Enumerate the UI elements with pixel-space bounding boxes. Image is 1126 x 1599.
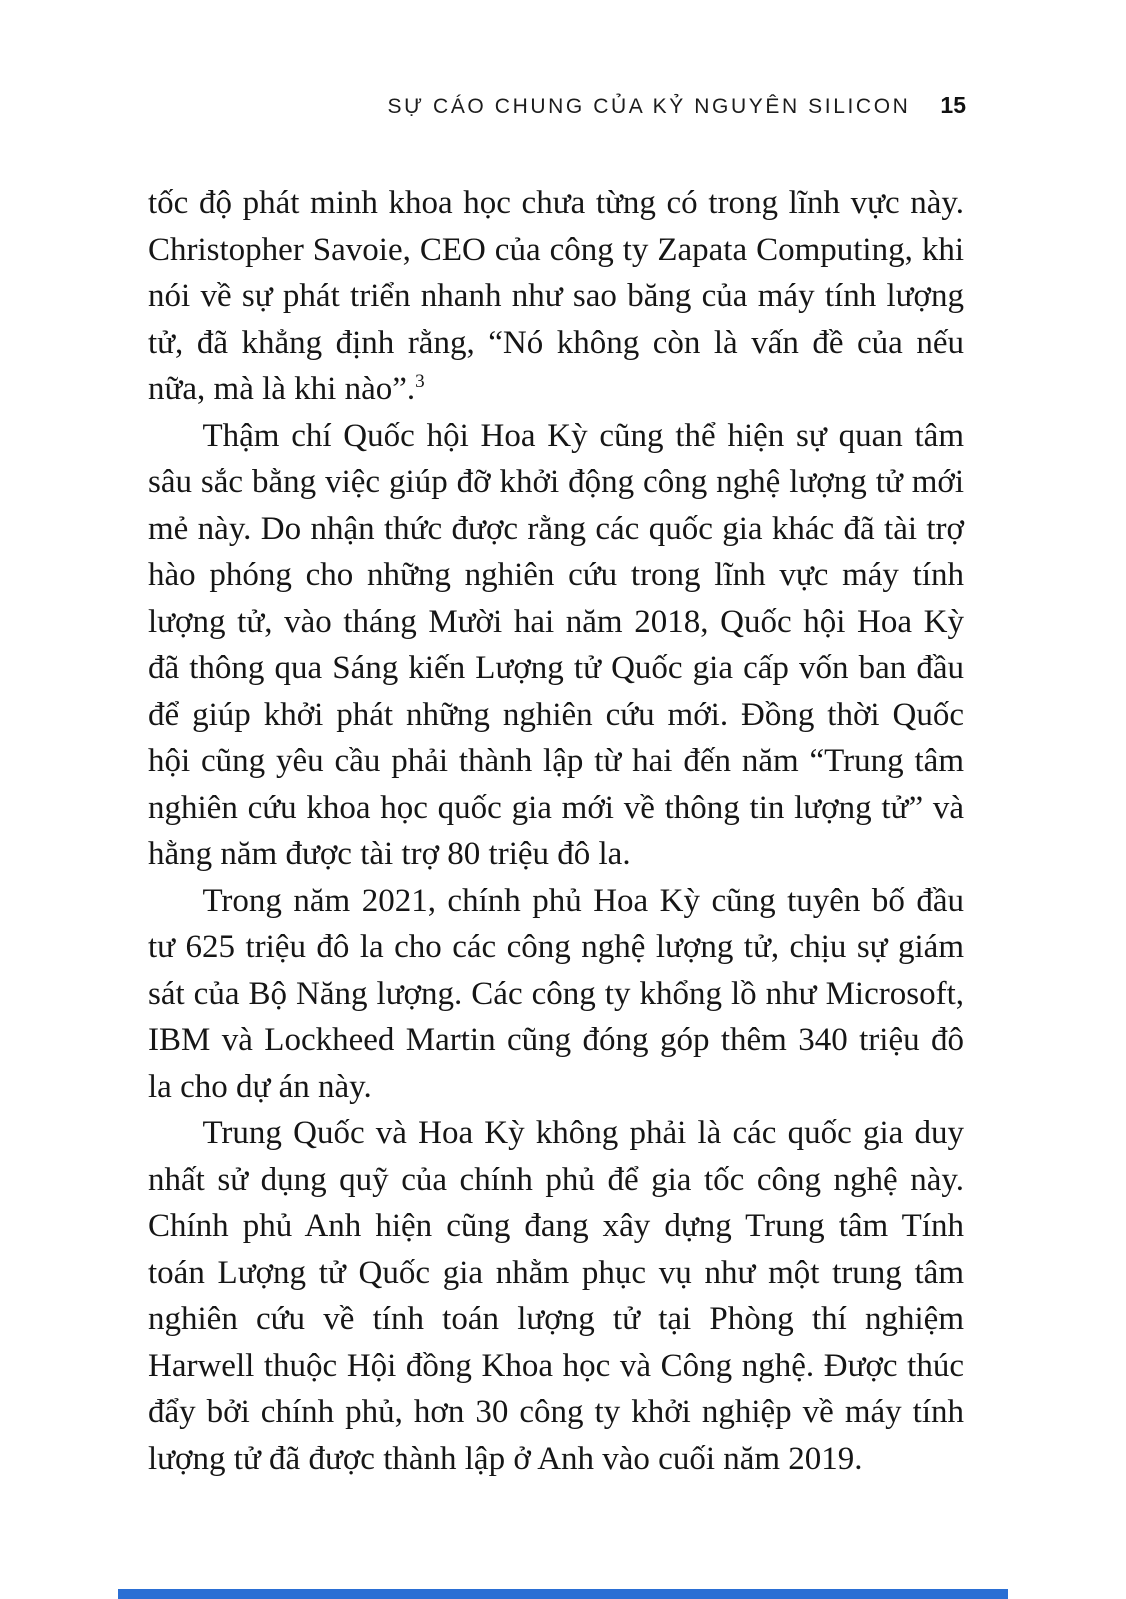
paragraph: Trung Quốc và Hoa Kỳ không phải là các quốc gia duy nhất sử dụng quỹ của chính phủ để gia tốc công nghệ này. Chính phủ Anh hiện cũng đang xây dựng Trung tâm Tính toán Lượng tử Quốc gia nhằm phục vụ như một trung tâm nghiên cứu về tính toán lượng tử tại Phòng thí nghiệm Harwell thuộc Hội đồng Khoa học và Công nghệ. Được thúc đẩy bởi chính phủ, hơn 30 công ty khởi nghiệp về máy tính lượng tử đã được thành lập ở Anh vào cuối năm 2019.: [148, 1115, 964, 1477]
paragraph-text: tốc độ phát minh khoa học chưa từng có trong lĩnh vực này. Christopher Savoie, CEO của công ty Zapata Computing, khi nói về sự phát triển nhanh như sao băng của máy tính lượng tử, đã khẳng định rằng, “Nó không còn là vấn đề của nếu nữa, mà là khi nào”.: [148, 185, 964, 407]
running-header: [148, 92, 966, 119]
footnote-marker: 3: [415, 371, 425, 392]
body-text: [148, 180, 964, 1482]
paragraph: Thậm chí Quốc hội Hoa Kỳ cũng thể hiện sự quan tâm sâu sắc bằng việc giúp đỡ khởi động công nghệ lượng tử mới mẻ này. Do nhận thức được rằng các quốc gia khác đã tài trợ hào phóng cho những nghiên cứu trong lĩnh vực máy tính lượng tử, vào tháng Mười hai năm 2018, Quốc hội Hoa Kỳ đã thông qua Sáng kiến Lượng tử Quốc gia cấp vốn ban đầu để giúp khởi phát những nghiên cứu mới. Đồng thời Quốc hội cũng yêu cầu phải thành lập từ hai đến năm “Trung tâm nghiên cứu khoa học quốc gia mới về thông tin lượng tử” và hằng năm được tài trợ 80 triệu đô la.: [148, 417, 964, 872]
paragraph: [148, 180, 964, 413]
page-number: 15: [940, 92, 966, 118]
running-title: SỰ CÁO CHUNG CỦA KỶ NGUYÊN SILICON: [387, 95, 911, 118]
bottom-accent-bar: [118, 1589, 1008, 1599]
paragraph: Trong năm 2021, chính phủ Hoa Kỳ cũng tuyên bố đầu tư 625 triệu đô la cho các công nghệ lượng tử, chịu sự giám sát của Bộ Năng lượng. Các công ty khổng lồ như Microsoft, IBM và Lockheed Martin cũng đóng góp thêm 340 triệu đô la cho dự án này.: [148, 882, 964, 1105]
